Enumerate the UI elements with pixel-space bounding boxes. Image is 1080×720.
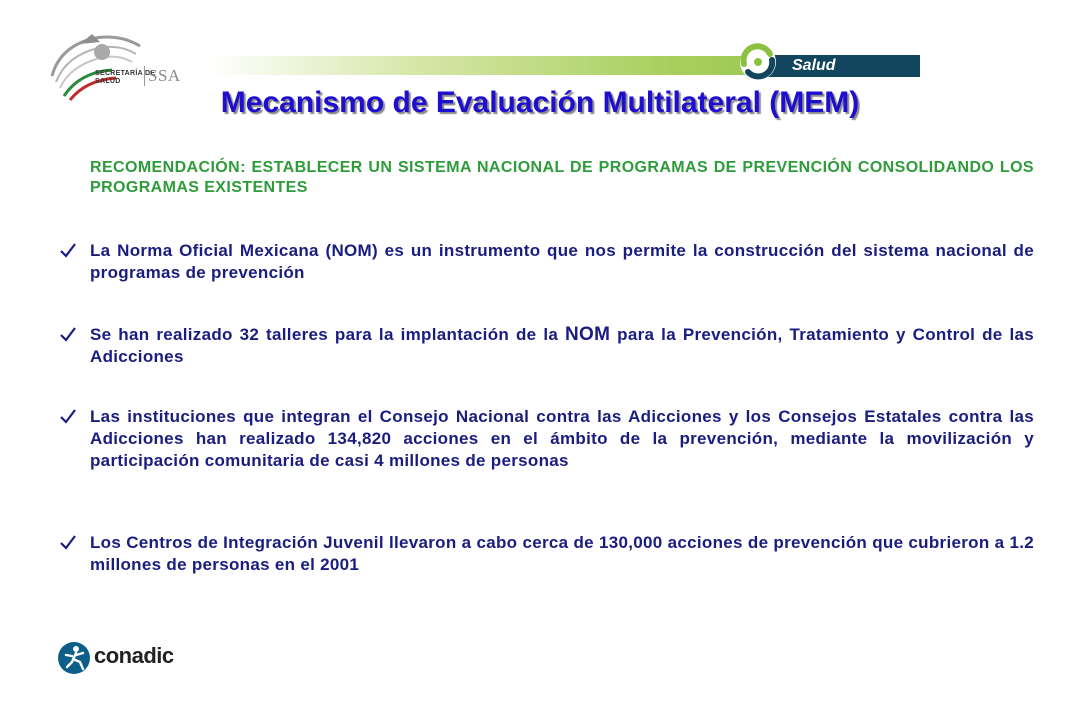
ministry-mark: SSA: [144, 66, 181, 86]
nom-emphasis: NOM: [565, 324, 611, 345]
page-title: Mecanismo de Evaluación Multilateral (MEM): [220, 86, 860, 119]
bullet-text: [90, 324, 1034, 368]
bullet-text: Los Centros de Integración Juvenil llevaron a cabo cerca de 130,000 acciones de prevención que cubrieron a 1.2 millones de personas en el 2001: [90, 533, 1034, 574]
ministry-line-2: SALUD: [95, 78, 121, 85]
recommendation-text: RECOMENDACIÓN: ESTABLECER UN SISTEMA NACIONAL DE PROGRAMAS DE PREVENCIÓN CONSOLIDANDO LOS PROGRAMAS EXISTENTES: [90, 159, 1034, 196]
swirl-icon: [736, 42, 782, 82]
conadic-label: conadic: [94, 643, 174, 668]
bullet-text: La Norma Oficial Mexicana (NOM) es un instrumento que nos permite la construcción del sistema nacional de programas de prevención: [90, 241, 1034, 282]
checkmark-icon: [58, 241, 78, 261]
ministry-line-1: SECRETARÍA DE: [95, 70, 156, 77]
checkmark-icon: [58, 325, 78, 345]
checkmark-icon: [58, 407, 78, 427]
salud-brand-label: Salud: [792, 57, 836, 74]
bullet-text: Las instituciones que integran el Consejo Nacional contra las Adicciones y los Consejos Estatales contra las Adicciones han realizado 134,820 acciones en el ámbito de la prevención, mediante la movilización y participación comunitaria de casi 4 millones de personas: [90, 407, 1034, 470]
salud-brand-bar: [768, 55, 920, 77]
checkmark-icon: [58, 533, 78, 553]
bullet-text-after: para la Prevención, Tratamiento y Control de las Adicciones: [90, 325, 1034, 366]
bullet-text-before: Se han realizado 32 talleres para la implantación de la: [90, 325, 566, 344]
